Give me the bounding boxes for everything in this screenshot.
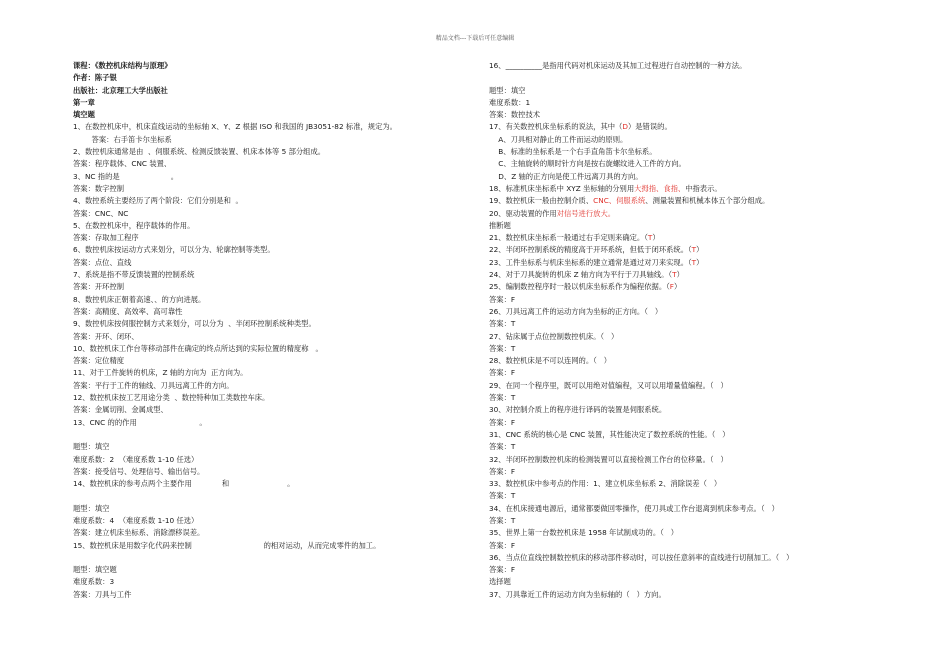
text-line (489, 490, 889, 502)
text-line (489, 158, 889, 170)
right-column (489, 60, 889, 601)
answer-highlight: F (669, 282, 674, 292)
text-line (73, 146, 468, 158)
text-line (489, 404, 889, 416)
text-line (73, 195, 468, 207)
line-text: 题型：填空 (73, 442, 110, 452)
text-line (73, 318, 468, 330)
line-text: 答案：F (489, 466, 516, 476)
text-line (73, 343, 468, 355)
text-line (73, 392, 468, 404)
text-line (489, 97, 889, 109)
line-text-after: ） (696, 257, 704, 267)
text-line (489, 343, 889, 355)
line-text: 17、有关数控机床坐标系的说法，其中（ (489, 122, 623, 132)
text-line (489, 380, 889, 392)
text-line (73, 294, 468, 306)
text-line (73, 564, 468, 576)
text-line (489, 429, 889, 441)
line-text: 课程：《数控机床结构与原理》 (73, 61, 172, 70)
text-line (73, 97, 468, 109)
line-text-after: ） (696, 245, 704, 255)
text-line (73, 121, 468, 133)
text-line (73, 454, 468, 466)
line-text: 答案：开环、闭环、 (73, 331, 139, 341)
line-text: 填空题 (73, 110, 95, 120)
text-line (489, 318, 889, 330)
line-text: 答案：右手笛卡尔坐标系 (73, 134, 172, 144)
answer-highlight: D (622, 122, 628, 132)
line-text: 题型：填空题 (73, 565, 117, 575)
line-text: 答案：T (489, 393, 516, 403)
line-text: 答案：平行于工件的轴线、刀具远离工件的方向。 (73, 380, 234, 390)
line-text: 20、驱动装置的作用 (489, 208, 557, 218)
text-line (489, 244, 889, 256)
answer-highlight: T (691, 245, 697, 255)
line-text: 作者：陈子银 (73, 73, 117, 83)
text-line (489, 195, 889, 207)
answer-highlight: T (672, 270, 677, 280)
line-text: 答案：程序载体、CNC 装置、 (73, 159, 172, 169)
text-line (73, 367, 468, 379)
line-text: C、主轴旋转的顺时针方向是按右旋螺纹进入工件的方向。 (489, 159, 686, 169)
line-text-after: ） (676, 270, 684, 280)
line-text: 答案：接受信号、处理信号、输出信号。 (73, 466, 205, 476)
line-text: 15、数控机床是用数字化代码来控制 的相对运动，从而完成零件的加工。 (73, 540, 381, 550)
line-text: 36、当点位直线控制数控机床的移动部件移动时，可以按任意斜率的直线进行切削加工。（ ） (489, 552, 794, 562)
answer-highlight: 对信号进行放大。 (556, 208, 616, 218)
line-text: 推断题 (489, 220, 511, 230)
line-text-after: ）是错误的。 (627, 122, 672, 132)
text-line (73, 232, 468, 244)
text-line (489, 269, 889, 281)
line-text: 难度系数：3 (73, 577, 115, 587)
line-text: 14、数控机床的参考点两个主要作用 和 。 (73, 479, 295, 489)
text-line (73, 158, 468, 170)
text-line (73, 540, 468, 552)
line-text: 35、世界上第一台数控机床是 1958 年试制成功的。（ ） (489, 528, 679, 538)
line-text: 34、在机床接通电源后，通常都要做回零操作，使刀具或工作台退离到机床参考点。（ ） (489, 503, 779, 513)
text-line (489, 183, 889, 195)
line-text: 题型：填空 (73, 503, 110, 513)
line-text: 25、编制数控程序时一般以机床坐标系作为编程依据。（ (489, 282, 670, 292)
text-line (489, 257, 889, 269)
line-text: 答案：金属切削、金属成型、 (73, 405, 168, 415)
line-text: 答案：T (489, 442, 516, 452)
line-text: 33、数控机床中参考点的作用：1、建立机床坐标系 2、消除误差（ ） (489, 479, 722, 489)
text-line (489, 527, 889, 539)
line-text: 答案：F (489, 565, 516, 575)
text-line (73, 244, 468, 256)
text-line (489, 454, 889, 466)
line-text: 出版社：北京理工大学出版社 (73, 85, 168, 95)
text-line (489, 589, 889, 601)
text-line (489, 134, 889, 146)
text-line (73, 171, 468, 183)
line-text-after: ） (673, 282, 682, 292)
text-line (489, 503, 889, 515)
text-line (489, 232, 889, 244)
text-line (489, 417, 889, 429)
text-line (73, 576, 468, 588)
line-text: B、标准的坐标系是一个右手直角笛卡尔坐标系。 (489, 147, 657, 157)
text-line (73, 220, 468, 232)
line-text: 3、NC 指的是 。 (73, 171, 179, 181)
answer-highlight: 大拇指、食指、 (634, 183, 686, 193)
text-line (73, 257, 468, 269)
line-text: 6、数控机床按运动方式来划分，可以分为、轮廓控制等类型。 (73, 245, 275, 255)
line-text: 13、CNC 的的作用 。 (73, 417, 207, 427)
line-text: 答案：F (489, 294, 516, 304)
line-text: 答案：点位、直线 (73, 257, 132, 267)
line-text: 31、CNC 系统的核心是 CNC 装置，其性能决定了数控系统的性能。（ ） (489, 429, 730, 439)
line-text: 21、数控机床坐标系一般通过右手定则来确定。（ (489, 233, 648, 243)
line-text: 4、数控系统主要经历了两个阶段：它们分别是和 。 (73, 196, 243, 206)
text-line (489, 515, 889, 527)
line-text: 10、数控机床工作台等移动部件在确定的终点所达到的实际位置的精度称 。 (73, 343, 323, 353)
line-text: 答案：CNC、NC (73, 208, 129, 218)
text-line (73, 417, 468, 429)
line-text: 答案：T (489, 319, 516, 329)
line-text: 答案：T (489, 491, 516, 501)
text-line (73, 85, 468, 97)
line-text: 24、对于刀具旋转的机床 Z 轴方向为平行于刀具轴线。（ (489, 270, 673, 280)
text-line (489, 552, 889, 564)
line-text: 9、数控机床按伺服控制方式来划分，可以分为 、半闭环控制系统种类型。 (73, 319, 316, 329)
text-line (73, 269, 468, 281)
line-text: 答案：F (489, 540, 516, 550)
answer-highlight: T (691, 257, 697, 267)
line-text: 选择题 (489, 577, 511, 587)
text-line (489, 208, 889, 220)
line-text: 7、系统是指不带反馈装置的控制系统 (73, 270, 195, 280)
text-line (489, 441, 889, 453)
left-column (73, 60, 468, 601)
line-text: 答案：开环控制 (73, 282, 125, 292)
line-text: 28、数控机床是不可以连网的。（ ） (489, 356, 612, 366)
line-text: 难度系数：4 （难度系数 1-10 任选） (73, 515, 199, 525)
line-text-after: 中指表示。 (685, 183, 722, 193)
line-text: 第一章 (73, 97, 95, 107)
text-line (489, 85, 889, 97)
answer-highlight: T (647, 233, 653, 243)
text-line (489, 220, 889, 232)
text-line (489, 392, 889, 404)
line-text-after: 、测量装置和机械本体五个部分组成。 (645, 196, 770, 206)
text-line (489, 60, 889, 72)
line-text: 29、在同一个程序里，既可以用绝对值编程，又可以用增量值编程。（ ） (489, 380, 728, 390)
text-line (489, 367, 889, 379)
text-line (489, 171, 889, 183)
line-text: 32、半闭环控制数控机床的检测装置可以直接检测工作台的位移量。（ ） (489, 454, 728, 464)
text-line (73, 503, 468, 515)
text-line (73, 109, 468, 121)
line-text: D、Z 轴的正方向是使工件远离刀具的方向。 (489, 171, 643, 181)
text-line (73, 208, 468, 220)
text-line (489, 355, 889, 367)
text-line (489, 281, 889, 293)
answer-highlight: CNC、伺服系统 (593, 196, 646, 206)
text-line (489, 294, 889, 306)
text-line (73, 331, 468, 343)
line-text: 22、半闭环控制系统的精度高于开环系统，但低于闭环系统。（ (489, 245, 692, 255)
line-text-after: ） (652, 233, 660, 243)
line-text: 11、对于工件旋转的机床，Z 轴的方向为 正方向为。 (73, 368, 248, 378)
text-line (489, 109, 889, 121)
line-text: 16、__________是指用代码对机床运动及其加工过程进行自动控制的一种方法。 (489, 61, 747, 70)
line-text: 37、刀具靠近工件的运动方向为坐标轴的（ ）方向。 (489, 589, 666, 599)
text-line (73, 441, 468, 453)
text-line (73, 478, 468, 490)
line-text: 答案：T (489, 343, 516, 353)
line-text: 答案：数控技术 (489, 110, 541, 120)
line-text: 2、数控机床通常是由 、伺服系统、检测反馈装置、机床本体等 5 部分组成。 (73, 147, 326, 157)
text-line (489, 564, 889, 576)
text-line (73, 355, 468, 367)
text-line (73, 281, 468, 293)
line-text: A、刀具相对静止的工件而运动的原则。 (489, 134, 628, 144)
line-text: 18、标准机床坐标系中 XYZ 坐标轴的分别用 (489, 183, 635, 193)
line-text: 答案：T (489, 515, 516, 525)
line-text: 23、工件坐标系与机床坐标系的建立通常是通过对刀来实现。（ (489, 257, 692, 267)
text-line (73, 515, 468, 527)
text-line (489, 146, 889, 158)
line-text: 答案：建立机床坐标系、消除漂移误差。 (73, 528, 205, 538)
text-line (489, 331, 889, 343)
text-line (489, 576, 889, 588)
line-text: 27、钻床属于点位控制数控机床。（ ） (489, 331, 619, 341)
line-text: 26、刀具远离工件的运动方向为坐标的正方向。（ ） (489, 306, 663, 316)
text-line (73, 380, 468, 392)
blank-line (73, 552, 468, 564)
page-header: 精品文档---下载后可任意编辑 (435, 35, 515, 42)
text-line (73, 466, 468, 478)
line-text: 答案：F (489, 368, 516, 378)
text-line (73, 404, 468, 416)
text-line (489, 478, 889, 490)
line-text: 30、对控制介质上的程序进行译码的装置是伺服系统。 (489, 405, 667, 415)
text-line (73, 72, 468, 84)
text-line (73, 60, 468, 72)
text-line (73, 589, 468, 601)
line-text: 答案：高精度、高效率、高可靠性 (73, 306, 183, 316)
line-text: 答案：定位精度 (73, 356, 125, 366)
blank-line (489, 72, 889, 84)
blank-line (73, 429, 468, 441)
line-text: 难度系数：2 （难度系数 1-10 任选） (73, 454, 199, 464)
line-text: 答案：数字控制 (73, 183, 125, 193)
line-text: 题型：填空 (489, 85, 526, 95)
blank-line (73, 490, 468, 502)
line-text: 5、在数控机床中，程序载体的作用。 (73, 220, 195, 230)
text-line (489, 466, 889, 478)
line-text: 1、在数控机床中，机床直线运动的坐标轴 X、Y、Z 根据 ISO 和我国的 JB3051-82 标准，规定为。 (73, 122, 397, 132)
line-text: 12、数控机床按工艺用途分类 、数控特种加工类数控车床。 (73, 393, 270, 403)
line-text: 19、数控机床一般由控制介质、 (489, 196, 594, 206)
line-text: 难度系数：1 (489, 97, 531, 107)
text-line (73, 306, 468, 318)
text-line (73, 183, 468, 195)
text-line (489, 306, 889, 318)
line-text: 答案：F (489, 417, 516, 427)
line-text: 答案：存取加工程序 (73, 233, 139, 243)
text-line (73, 527, 468, 539)
text-line (73, 134, 468, 146)
text-line (489, 540, 889, 552)
text-line (489, 121, 889, 133)
line-text: 8、数控机床正朝着高速、、的方向进展。 (73, 294, 206, 304)
line-text: 答案：刀具与工件 (73, 589, 132, 599)
